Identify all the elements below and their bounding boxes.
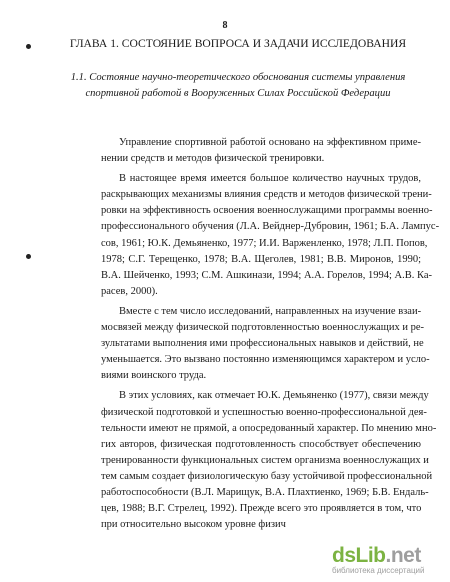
text-line: нении средств и методов физической тренировки. xyxy=(101,153,325,165)
paragraph xyxy=(101,304,430,384)
text-line: при относительно высоком уровне физич xyxy=(101,519,286,531)
text-line: уменьшается. Это вызвано постоянно изменяющимся характером и усло- xyxy=(101,354,430,366)
text-line: В этих условиях, как отмечает Ю.К. Демьяненко (1977), связи между xyxy=(119,390,429,402)
margin-mark xyxy=(26,44,31,49)
text-line: профессионального обучения (Л.А. Вейднер-Дубровин, 1961; Б.А. Лампус- xyxy=(101,221,440,233)
paragraph xyxy=(101,171,440,300)
text-line: физической подготовкой и успешностью военно-профессиональной дея- xyxy=(101,406,427,418)
paragraph xyxy=(101,135,421,167)
text-line: тренированности функциональных систем организма военнослужащих и xyxy=(101,454,429,466)
text-line: расев, 2000). xyxy=(101,285,158,297)
text-line: В.А. Шейченко, 1993; С.М. Ашкинази, 1994; А.А. Горелов, 1994; А.В. Ка- xyxy=(101,269,433,281)
watermark-brand: dsLib.net xyxy=(332,544,421,567)
text-line: 1978; С.Г. Терещенко, 1978; В.А. Щеголев, 1981; В.В. Миронов, 1990; xyxy=(101,253,421,265)
watermark-tagline: библиотека диссертаций xyxy=(332,566,425,575)
text-line: В настоящее время имеется большое количество научных трудов, xyxy=(119,173,421,185)
text-line: работоспособности (В.Л. Марищук, В.А. Плахтиенко, 1969; Б.В. Ендаль- xyxy=(101,486,429,498)
paragraph xyxy=(101,388,437,533)
body-text xyxy=(101,135,440,537)
section-title xyxy=(56,70,420,102)
text-line: раскрывающих механизмы влияния средств и методов физической трени- xyxy=(101,189,432,201)
section-title-line: 1.1. Состояние научно-теоретического обоснования системы управления xyxy=(70,72,406,83)
text-line: виями воинского труда. xyxy=(101,370,207,382)
text-line: Вместе с тем число исследований, направленных на изучение взаи- xyxy=(119,305,422,317)
margin-mark xyxy=(26,254,31,259)
page-number: 8 xyxy=(222,20,228,31)
text-line: зультатами выполнения ими профессиональных навыков и действий, не xyxy=(101,338,424,350)
text-line: гих авторов, физическая подготовленность способствует обеспечению xyxy=(101,438,421,450)
chapter-title: ГЛАВА 1. СОСТОЯНИЕ ВОПРОСА И ЗАДАЧИ ИССЛЕДОВАНИЯ xyxy=(69,37,407,50)
text-line: ровки на эффективность освоения военнослужащими программы военно- xyxy=(101,205,433,217)
text-line: тельности имеют не прямой, а опосредованный характер. По мнению мно- xyxy=(101,422,437,434)
text-line: тем самым создает физиологическую базу устойчивой профессиональной xyxy=(101,470,433,482)
text-line: цев, 1988; В.Г. Стрелец, 1992). Прежде всего это проявляется в том, что xyxy=(101,503,422,515)
section-title-line: спортивной работой в Вооруженных Силах Российской Федерации xyxy=(85,88,391,99)
watermark-logo xyxy=(328,544,440,578)
text-line: мосвязей между физической подготовленностью военнослужащих и ре- xyxy=(101,322,424,334)
text-line: сов, 1961; Ю.К. Демьяненко, 1977; И.И. Варженленко, 1978; Л.П. Попов, xyxy=(101,237,428,249)
text-line: Управление спортивной работой основано на эффективном приме- xyxy=(119,137,421,148)
